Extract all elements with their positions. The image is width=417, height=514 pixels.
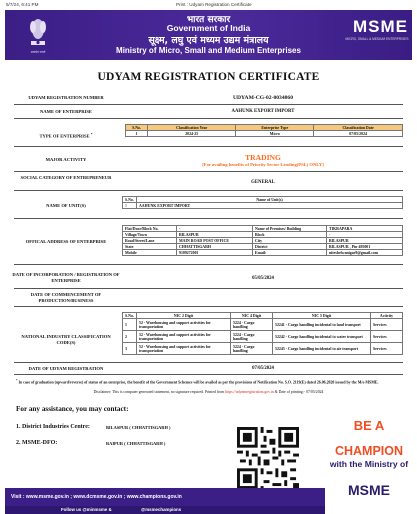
- nic-header-sno: S.No.: [123, 313, 137, 319]
- contact-dic-value: BILASPUR ( CHHATTISGARH ): [106, 425, 171, 430]
- msme-logo: MSME: [353, 17, 408, 36]
- type-cell: Micro: [236, 131, 314, 137]
- nic-cell: 52 - Warehousing and support activities for transportation: [137, 343, 231, 355]
- incorporation-label: DATE OF INCORPORATION / REGISTRATION OF ENTERPRISE: [12, 272, 120, 283]
- nic-header-2digit: NIC 2 Digit: [137, 313, 231, 319]
- gov-hindi: भारत सरकार: [186, 15, 231, 25]
- address-value: MAIN ROAD POST OFFICE: [177, 238, 253, 244]
- address-value: CHHATTISGARH: [177, 244, 253, 250]
- msme-logo-subtitle: MICRO, SMALL & MEDIUM ENTERPRISES: [345, 37, 409, 41]
- type-header-year: Classification Year: [148, 125, 236, 131]
- nic-cell: Services: [371, 331, 403, 343]
- major-activity: TRADING: [245, 153, 281, 162]
- nic-cell: 1: [123, 319, 137, 331]
- contact-dfo-value: RAIPUR ( CHHATTISGARH ): [106, 441, 166, 446]
- address-key: Village/Town: [123, 232, 177, 238]
- follow-text: Follow us @minmsme &: [61, 507, 112, 512]
- promo-line1: BE A: [353, 418, 385, 433]
- reg-number: UDYAM-CG-02-0034860: [232, 95, 294, 101]
- address-value: BILASPUR: [177, 232, 253, 238]
- divider: [14, 171, 403, 172]
- print-datetime: 5/7/24, 6:41 PM: [6, 2, 39, 7]
- address-value: 9109272001: [177, 250, 253, 256]
- address-value: BILASPUR: [327, 238, 403, 244]
- address-key: Mobile: [123, 250, 177, 256]
- table-row: [126, 131, 403, 137]
- nic-cell: 5224 - Cargo handling: [231, 319, 273, 331]
- qr-code-icon: [236, 427, 300, 489]
- udyam-date: 07/05/2024: [252, 366, 274, 371]
- divider: [14, 362, 403, 363]
- address-key: Road/Street/Lane: [123, 238, 177, 244]
- nic-cell: 5224 - Cargo handling: [231, 331, 273, 343]
- table-row: [123, 319, 403, 331]
- contact-dic-label: 1. District Industries Centre:: [16, 424, 90, 430]
- table-row: [123, 343, 403, 355]
- promo-line4: MSME: [348, 482, 390, 498]
- units-cell: AAHUNK EXPORT IMPORT: [137, 203, 403, 209]
- address-key: Block: [253, 232, 327, 238]
- units-header-sno: S.No.: [123, 197, 137, 203]
- type-header-date: Classification Date: [314, 125, 403, 131]
- social-category: GENERAL: [251, 180, 275, 185]
- enterprise-name: AAHUNK EXPORT IMPORT: [231, 109, 295, 114]
- nic-table: [122, 312, 403, 355]
- address-key: Email:: [253, 250, 327, 256]
- table-row: [123, 250, 403, 256]
- udyam-link[interactable]: https://udyamregistration.gov.in: [225, 390, 274, 394]
- table-row: [123, 331, 403, 343]
- reg-number-label: UDYAM REGISTRATION NUMBER: [28, 95, 104, 100]
- address-label: OFFICAL ADDRESS OF ENTERPRISE: [25, 239, 107, 244]
- address-key: City: [253, 238, 327, 244]
- divider: [14, 190, 403, 191]
- certificate-title: UDYAM REGISTRATION CERTIFICATE: [97, 71, 320, 83]
- visit-links[interactable]: Visit : www.msme.gov.in ; www.dcmsme.gov.in ; www.champions.gov.in: [11, 494, 182, 500]
- enterprise-type-table: [125, 124, 403, 137]
- nic-cell: Services: [371, 343, 403, 355]
- print-title: Print : Udyam Registration Certificate: [176, 2, 252, 7]
- divider: [14, 374, 403, 375]
- nic-cell: 2: [123, 331, 137, 343]
- emblem-caption: सत्यमेव जयते: [30, 50, 46, 54]
- udyam-date-label: DATE OF UDYAM REGISTRATION: [28, 366, 104, 371]
- type-cell: 07/05/2024: [314, 131, 403, 137]
- address-value: BILASPUR , Pin-495001: [327, 244, 403, 250]
- contact-dfo-label: 2. MSME-DFO:: [16, 440, 58, 446]
- type-cell: 2024-25: [148, 131, 236, 137]
- nic-cell: 5224 - Cargo handling: [231, 343, 273, 355]
- gov-english: Government of India: [166, 23, 251, 33]
- follow-handle[interactable]: @msmechampions: [141, 507, 182, 512]
- divider: [14, 288, 403, 289]
- social-category-label: SOCIAL CATEGORY OF ENTREPRENEUR: [20, 175, 112, 180]
- address-key: District: [253, 244, 327, 250]
- address-table: [122, 225, 403, 256]
- table-row: [123, 203, 403, 209]
- promo-line3: with the Ministry of: [329, 459, 409, 469]
- type-label: TYPE OF ENTERPRISE *: [39, 132, 93, 139]
- major-activity-label: MAJOR ACTIVITY: [45, 157, 87, 162]
- nic-cell: Services: [371, 319, 403, 331]
- commencement-label: DATE OF COMMENCEMENT OF PRODUCTION/BUSINESS: [30, 292, 102, 303]
- address-value: TIKRAPARA: [327, 226, 403, 232]
- print-header: [0, 0, 417, 8]
- nic-header-5digit: NIC 5 Digit: [273, 313, 371, 319]
- incorporation-date: 05/05/2024: [252, 276, 274, 281]
- ministry-hindi: सूक्ष्म, लघु एवं मध्यम उद्यम मंत्रालय: [148, 35, 269, 46]
- footer-bar: [5, 488, 325, 506]
- divider: [14, 218, 403, 219]
- type-header-sno: S.No.: [126, 125, 148, 131]
- type-cell: 1: [126, 131, 148, 137]
- nic-header-4digit: NIC 4 Digit: [231, 313, 273, 319]
- nic-cell: 52242 - Cargo handling incidental to water transport: [273, 331, 371, 343]
- address-key: Name of Premises/ Building: [253, 226, 327, 232]
- address-value: -: [327, 232, 403, 238]
- graduation-note: * In case of graduation (upward/reverse) of status of an enterprise, the benefit of the Government Schemes will be availed as per the provisions of Notification No. S.O. 2119(E) dated 26.06.2020 issued by the M/o MSME.: [16, 378, 379, 385]
- units-table: [122, 196, 403, 209]
- follow-bar: [5, 506, 325, 514]
- nic-cell: 52243 - Cargo handling incidental to air transport: [273, 343, 371, 355]
- address-key: Flat/Door/Block No.: [123, 226, 177, 232]
- divider: [14, 264, 403, 265]
- divider: [14, 104, 403, 105]
- units-label: NAME OF UNIT(S): [46, 203, 86, 208]
- nic-cell: 3: [123, 343, 137, 355]
- header-banner: [5, 10, 412, 60]
- nic-label: NATIONAL INDUSTRY CLASSIFICATION CODE(S): [21, 334, 111, 345]
- units-header-name: Name of Unit(s): [137, 197, 403, 203]
- units-cell: 1: [123, 203, 137, 209]
- type-header-type: Enterprise Type: [236, 125, 314, 131]
- enterprise-name-label: NAME OF ENTERPRISE: [40, 109, 92, 114]
- nic-header-activity: Activity: [371, 313, 403, 319]
- ministry-english: Ministry of Micro, Small and Medium Enterprises: [116, 46, 301, 55]
- promo-line2: CHAMPION: [334, 444, 404, 458]
- disclaimer: Disclaimer: This is computer generated statement, no signature required. Printed from https://udyamregistration.gov.in & Date of printing:- 07/05/2024: [93, 390, 324, 394]
- address-value: nitesbelwanigar9@gmail.com: [327, 250, 403, 256]
- divider: [14, 146, 403, 147]
- address-key: State: [123, 244, 177, 250]
- contact-heading: For any assistance, you may contact:: [16, 405, 129, 413]
- nic-cell: 52 - Warehousing and support activities for transportation: [137, 331, 231, 343]
- nic-cell: 52241 - Cargo handling incidental to land transport: [273, 319, 371, 331]
- nic-cell: 52 - Warehousing and support activities for transportation: [137, 319, 231, 331]
- divider: [14, 118, 403, 119]
- address-value: -: [177, 226, 253, 232]
- champion-promo: [325, 412, 413, 504]
- divider: [14, 306, 403, 307]
- major-activity-note: [For availing benefits of Priority Sector Lending(PSL) ONLY]: [202, 162, 324, 167]
